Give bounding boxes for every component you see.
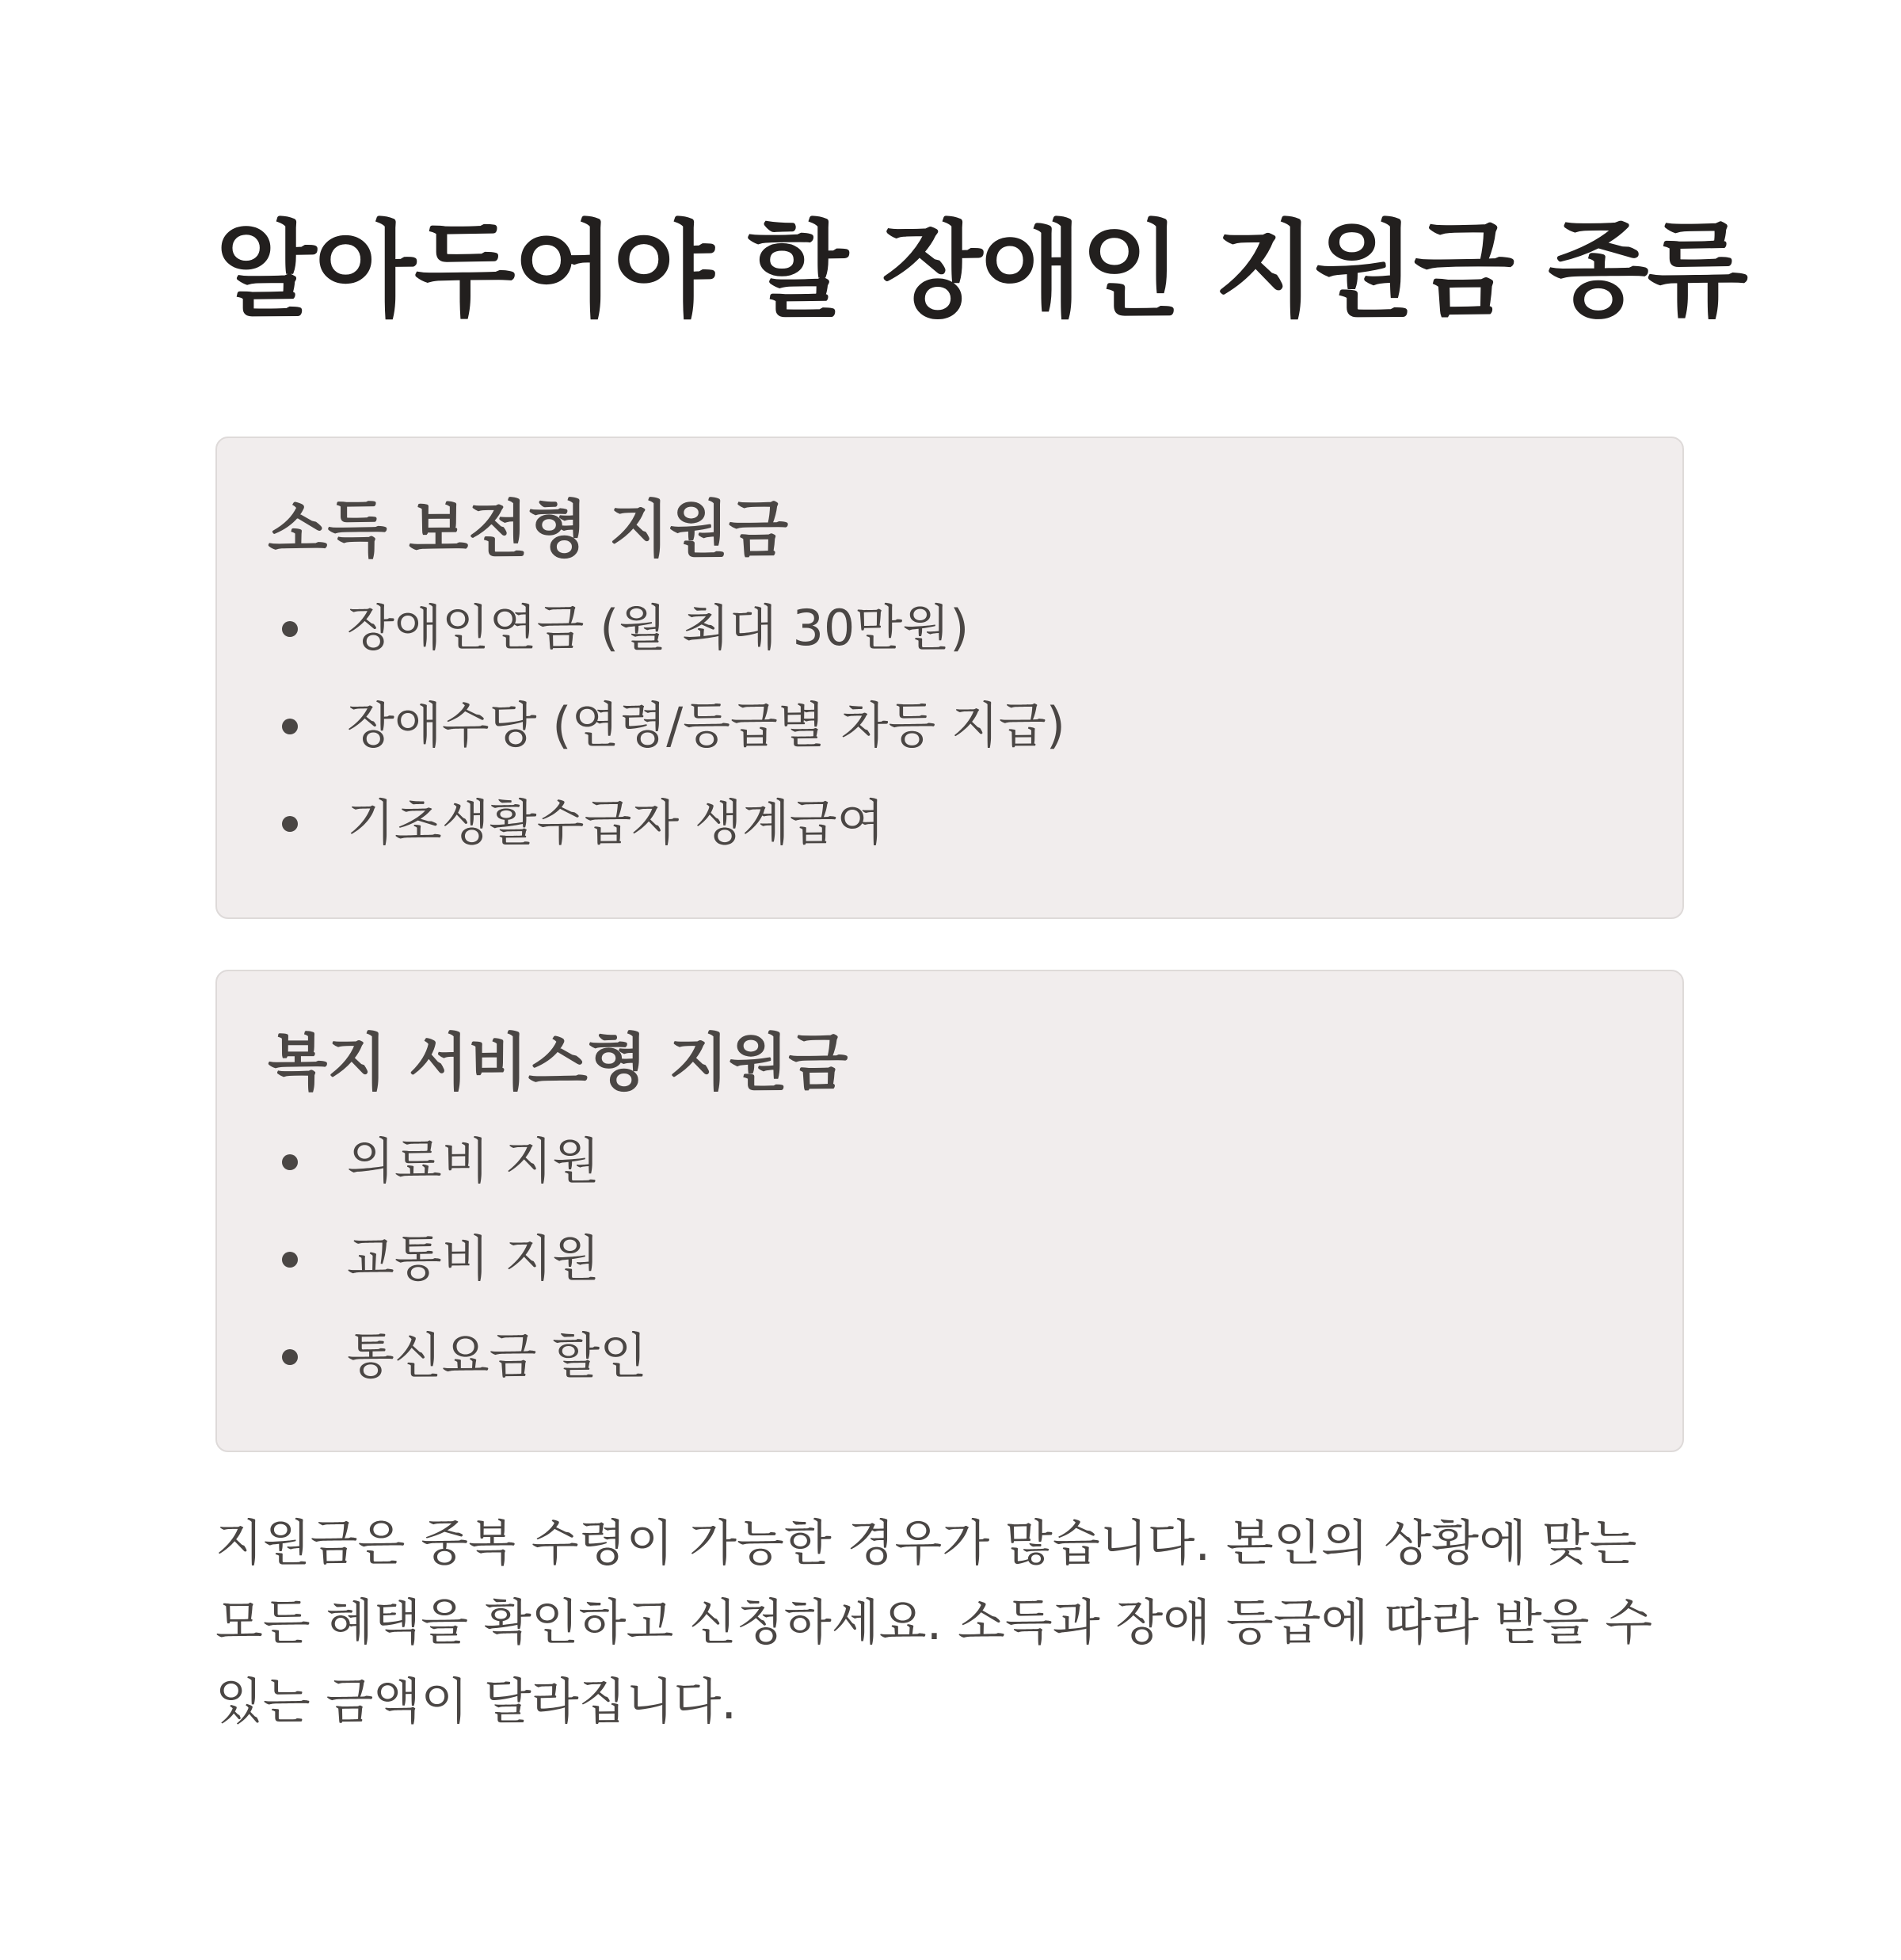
card-title: 소득 보전형 지원금 bbox=[268, 494, 789, 566]
welfare-service-card bbox=[215, 970, 1684, 1452]
list-item-text: 기초생활수급자 생계급여 bbox=[347, 794, 885, 852]
income-support-card bbox=[215, 437, 1684, 919]
card-title: 복지 서비스형 지원금 bbox=[268, 1028, 848, 1099]
list-item-text: 교통비 지원 bbox=[347, 1230, 600, 1287]
list-item-text: 의료비 지원 bbox=[347, 1132, 600, 1190]
bullet-icon bbox=[282, 1154, 298, 1170]
list-item-text: 장애수당 (연령/등급별 차등 지급) bbox=[347, 696, 1065, 754]
footer-note: 지원금은 중복 수령이 가능한 경우가 많습니다. 본인의 상황에 맞는 모든 혜택을 확인하고 신청하세요. 소득과 장애 등급에 따라 받을 수 있는 금액이 달라집니다. bbox=[215, 1514, 1653, 1730]
list-item-text: 통신요금 할인 bbox=[347, 1327, 648, 1385]
bullet-icon bbox=[282, 1252, 298, 1268]
bullet-icon bbox=[282, 816, 298, 832]
list-item-text: 장애인연금 (월 최대 30만원) bbox=[347, 599, 970, 657]
bullet-icon bbox=[282, 719, 298, 734]
bullet-icon bbox=[282, 621, 298, 637]
bullet-icon bbox=[282, 1349, 298, 1365]
page-title: 알아두어야 할 장애인 지원금 종류 bbox=[215, 210, 1747, 332]
